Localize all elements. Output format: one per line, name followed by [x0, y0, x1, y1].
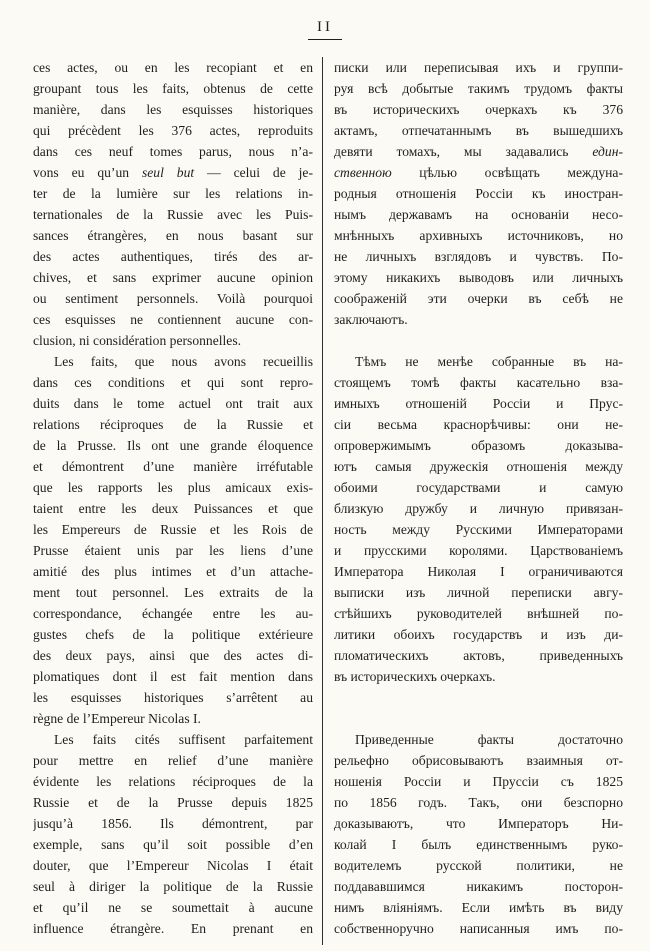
text-run: vons eu qu’un: [33, 165, 142, 180]
page-header: [0, 18, 650, 40]
text-run: seul but: [141, 165, 195, 180]
paragraph: [334, 729, 623, 939]
text-line: соображеній эти очерки въ себѣ не: [334, 291, 623, 306]
text-line: les esquisses historiques s’arrêtent au: [33, 690, 313, 705]
text-line: [334, 141, 623, 162]
paragraph: [334, 351, 623, 687]
text-line: des deux pays, ainsi que des actes di-: [33, 648, 313, 663]
text-line: не личныхъ взглядовъ и чувствъ. По-: [334, 249, 623, 264]
text-columns: [33, 57, 623, 945]
text-line: règne de l’Empereur Nicolas I.: [33, 711, 201, 726]
text-line: ютъ самыя дружескія отношенія между: [334, 459, 623, 474]
text-line: сіи весьма краснорѣчивы: они не-: [334, 417, 623, 432]
text-line: доказываютъ, что Императоръ Ни-: [334, 816, 623, 831]
text-line: pour mettre en relief d’une manière: [33, 753, 313, 768]
text-line: нымъ державамъ на основаніи несо-: [334, 207, 623, 222]
text-line: Приведенные факты достаточно: [355, 732, 623, 747]
text-line: taient entre les deux Puissances et que: [33, 501, 313, 516]
text-line: Prusse étaient unis par les liens d’une: [33, 543, 313, 558]
text-line: clusion, ni considération personnelles.: [33, 333, 242, 348]
text-line: Les faits cités suffisent parfaitement: [54, 732, 313, 747]
text-line: писки или переписывая ихъ и группи-: [334, 60, 623, 75]
text-line: influence étrangère. En prenant en: [33, 921, 313, 936]
text-line: duits dans le tome actuel ont trait aux: [33, 396, 313, 411]
text-line: amitié des plus intimes et d’un attache-: [33, 564, 313, 579]
text-line: [334, 162, 623, 183]
text-line: ces esquisses ne contiennent aucune con-: [33, 312, 313, 327]
text-line: ношенія Россіи и Пруссіи съ 1825: [334, 774, 623, 789]
text-line: douter, que l’Empereur Nicolas I était: [33, 858, 313, 873]
text-line: мнѣнныхъ архивныхъ источниковъ, но: [334, 228, 623, 243]
text-line: groupant tous les faits, obtenus de cette: [33, 81, 313, 96]
text-line: стѣйшихъ руководителей внѣшней по-: [334, 606, 623, 621]
text-line: родныя отношенія Россіи къ иностран-: [334, 186, 623, 201]
text-line: que les rapports les plus amicaux exis-: [33, 480, 313, 495]
text-line: поддававшимся никакимъ посторон-: [334, 879, 623, 894]
text-run: девяти томахъ, мы задавались: [334, 144, 593, 159]
text-line: gustes chefs de la politique extérieure: [33, 627, 313, 642]
text-line: опровержимымъ образомъ доказыва-: [334, 438, 623, 453]
text-line: выписки изъ личной переписки авгу-: [334, 585, 623, 600]
column-russian: [334, 57, 623, 945]
text-line: exemple, sans qu’il soit possible d’en: [33, 837, 313, 852]
text-line: évidente les relations réciproques de la: [33, 774, 313, 789]
text-line: les Empereurs de Russie et les Rois de: [33, 522, 313, 537]
text-line: пломатическихъ актовъ, приведенныхъ: [334, 648, 623, 663]
text-line: manière, dans les esquisses historiques: [33, 102, 313, 117]
text-line: qui précèdent les 376 actes, reproduits: [33, 123, 313, 138]
text-run: цѣлью освѣщать междуна-: [391, 165, 623, 180]
text-line: собственноручно написанныя имъ по-: [334, 921, 623, 936]
text-line: стоящемъ томѣ факты касательно вза-: [334, 375, 623, 390]
paragraph: [33, 351, 313, 729]
text-line: ces actes, ou en les recopiant et en: [33, 60, 313, 75]
text-line: нимъ вліяніямъ. Если имѣть въ виду: [334, 900, 623, 915]
text-line: ter de la lumière sur les relations in-: [33, 186, 313, 201]
text-line: имныхъ отношеній Россіи и Прус-: [334, 396, 623, 411]
text-line: въ историческихъ очеркахъ.: [334, 669, 496, 684]
text-line: Les faits, que nous avons recueillis: [54, 354, 313, 369]
text-line: [33, 162, 313, 183]
text-line: и прусскими королями. Царствованіемъ: [334, 543, 623, 558]
text-line: ou sentiment personnels. Voilà pourquoi: [33, 291, 313, 306]
text-line: correspondance, échangée entre les au-: [33, 606, 313, 621]
paragraph: [33, 729, 313, 939]
text-line: plomatiques dont il est fait mention dans: [33, 669, 313, 684]
text-line: ment tout personnel. Les extraits de la: [33, 585, 313, 600]
text-line: et qu’il ne se soumettait à aucune: [33, 900, 313, 915]
text-line: руя всѣ добытые такимъ трудомъ факты: [334, 81, 623, 96]
text-line: рельефно обрисовываютъ взаимныя от-: [334, 753, 623, 768]
text-line: по 1856 годъ. Такъ, они безспорно: [334, 795, 623, 810]
text-line: chives, et sans exprimer aucune opinion: [33, 270, 313, 285]
text-line: близкую дружбу и личную привязан-: [334, 501, 623, 516]
text-run: ственною: [334, 165, 392, 180]
text-line: актамъ, отпечатаннымъ въ вышедшихъ: [334, 123, 623, 138]
text-line: въ историческихъ очеркахъ къ 376: [334, 102, 623, 117]
text-line: этому никакихъ выводовъ или личныхъ: [334, 270, 623, 285]
column-divider: [322, 57, 323, 945]
text-run: — celui de je-: [194, 165, 313, 180]
text-line: колай I былъ единственнымъ руко-: [334, 837, 623, 852]
text-line: et démontrent d’une manière irréfutable: [33, 459, 313, 474]
text-line: relations réciproques de la Russie et: [33, 417, 313, 432]
text-line: литики обоихъ государствъ и изъ ди-: [334, 627, 623, 642]
text-run: един-: [592, 144, 623, 159]
page-number: II: [308, 18, 342, 40]
text-line: заключаютъ.: [334, 312, 408, 327]
text-line: водителемъ русской политики, не: [334, 858, 623, 873]
paragraph: [334, 57, 623, 330]
text-line: обоими государствами и самую: [334, 480, 623, 495]
text-line: de la Prusse. Ils ont une grande éloquence: [33, 438, 313, 453]
column-french: [33, 57, 313, 945]
text-line: Тѣмъ не менѣе собранные въ на-: [355, 354, 623, 369]
text-line: jusqu’à 1856. Ils démontrent, par: [33, 816, 313, 831]
text-line: dans ces conditions et qui sont repro-: [33, 375, 313, 390]
text-line: dans ces neuf tomes parus, nous n’a-: [33, 144, 313, 159]
paragraph: [33, 57, 313, 351]
text-line: des actes authentiques, tirés des ar-: [33, 249, 313, 264]
text-line: Императора Николая I ограничиваются: [334, 564, 623, 579]
text-line: seul à diriger la politique de la Russie: [33, 879, 313, 894]
text-line: ность между Русскими Императорами: [334, 522, 623, 537]
text-line: sances étrangères, en nous basant sur: [33, 228, 313, 243]
text-line: Russie et de la Prusse depuis 1825: [33, 795, 313, 810]
text-line: ternationales de la Russie avec les Puis-: [33, 207, 313, 222]
